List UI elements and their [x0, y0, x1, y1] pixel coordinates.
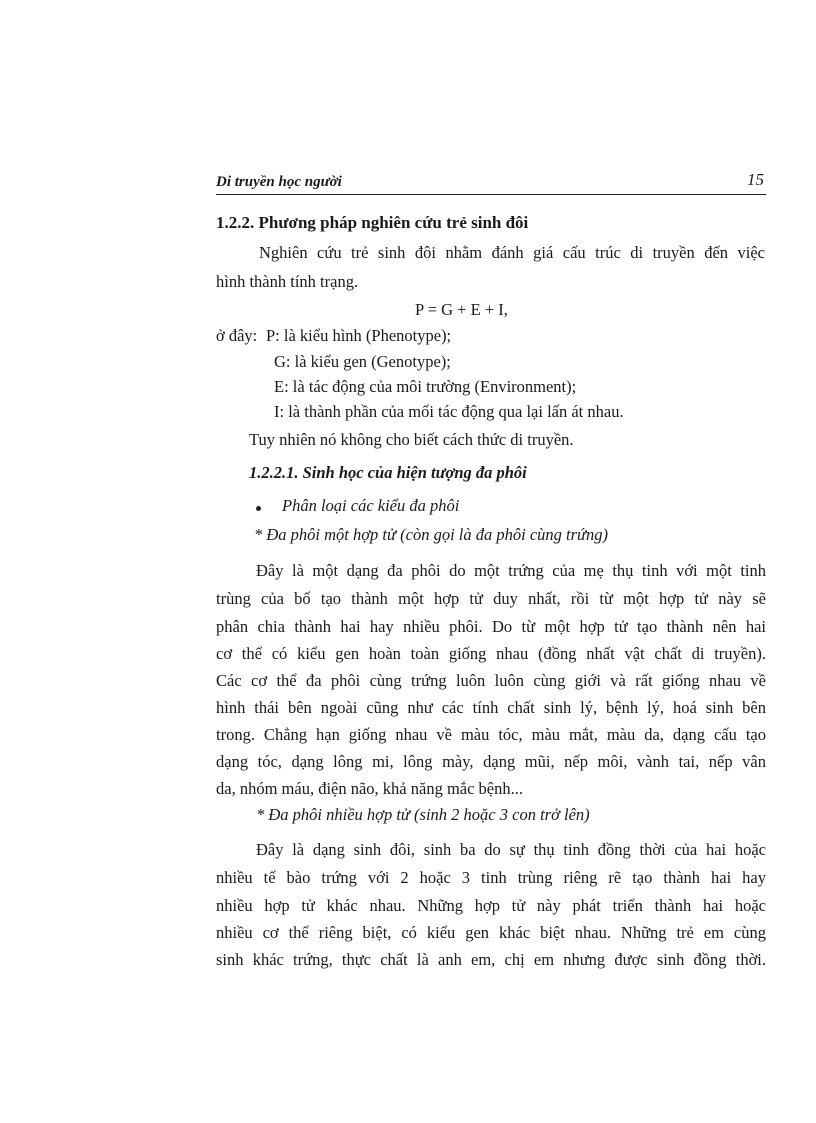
- formula-item-environment: E: là tác động của môi trường (Environment);: [274, 377, 577, 396]
- paragraph-line: trùng của bố tạo thành một hợp tử duy nhất, rồi từ một hợp tử này sẽ: [216, 589, 766, 608]
- paragraph-line: Các cơ thể đa phôi cùng trứng luôn luôn cùng giới và rất giống nhau về: [216, 671, 766, 690]
- star-heading-1: * Đa phôi một hợp tử (còn gọi là đa phôi cùng trứng): [254, 525, 609, 544]
- paragraph-line: nhiều cơ thể riêng biệt, có kiểu gen khác biệt nhau. Những trẻ em cùng: [216, 923, 766, 942]
- intro-line-2: hình thành tính trạng.: [216, 272, 359, 291]
- paragraph-line: Đây là dạng sinh đôi, sinh ba do sự thụ tinh đồng thời của hai hoặc: [256, 840, 766, 859]
- running-header: [216, 170, 766, 195]
- paragraph-line: nhiều tế bào trứng với 2 hoặc 3 tinh trùng riêng rẽ tạo thành hai hay: [216, 868, 766, 887]
- formula-item-genotype: G: là kiểu gen (Genotype);: [274, 352, 451, 371]
- formula-item-phenotype: P: là kiểu hình (Phenotype);: [266, 326, 452, 345]
- note-text: Tuy nhiên nó không cho biết cách thức di truyền.: [249, 430, 574, 449]
- formula-item-interaction: I: là thành phần của mối tác động qua lại lấn át nhau.: [274, 402, 624, 421]
- star-heading-2: * Đa phôi nhiều hợp tử (sinh 2 hoặc 3 con trở lên): [256, 805, 590, 824]
- paragraph-line: phân chia thành hai hay nhiều phôi. Do từ một hợp tử tạo thành nên hai: [216, 617, 766, 636]
- formula-equation: P = G + E + I,: [415, 300, 508, 319]
- running-header-title: Di truyền học người: [216, 174, 342, 190]
- section-heading: 1.2.2. Phương pháp nghiên cứu trẻ sinh đôi: [216, 213, 529, 232]
- paragraph-line: dạng tóc, dạng lông mi, lông mày, dạng mũi, nếp môi, vành tai, nếp vân: [216, 752, 766, 771]
- page-number: 15: [747, 170, 764, 189]
- paragraph-line: sinh khác trứng, thực chất là anh em, chị em nhưng được sinh đồng thời.: [216, 950, 766, 969]
- paragraph-line: cơ thể có kiểu gen hoàn toàn giống nhau (đồng nhất vật chất di truyền).: [216, 644, 766, 663]
- intro-line-1: Nghiên cứu trẻ sinh đôi nhằm đánh giá cấu trúc di truyền đến việc: [259, 243, 765, 262]
- bullet-text: Phân loại các kiểu đa phôi: [282, 496, 460, 515]
- paragraph-line: trong. Chẳng hạn giống nhau về màu tóc, màu mắt, màu da, dạng cấu tạo: [216, 725, 766, 744]
- paragraph-line: Đây là một dạng đa phôi do một trứng của mẹ thụ tinh với một tinh: [256, 561, 766, 580]
- paragraph-line: da, nhóm máu, điện não, khả năng mắc bệnh...: [216, 779, 523, 798]
- paragraph-line: nhiều hợp tử khác nhau. Những hợp tử này phát triển thành hai hoặc: [216, 896, 766, 915]
- bullet-icon: [256, 506, 261, 511]
- subsection-heading: 1.2.2.1. Sinh học của hiện tượng đa phôi: [249, 463, 527, 482]
- formula-where-label: ở đây:: [216, 326, 258, 345]
- paragraph-line: hình thái bên ngoài cũng như các tính chất sinh lý, bệnh lý, hoá sinh bên: [216, 698, 766, 717]
